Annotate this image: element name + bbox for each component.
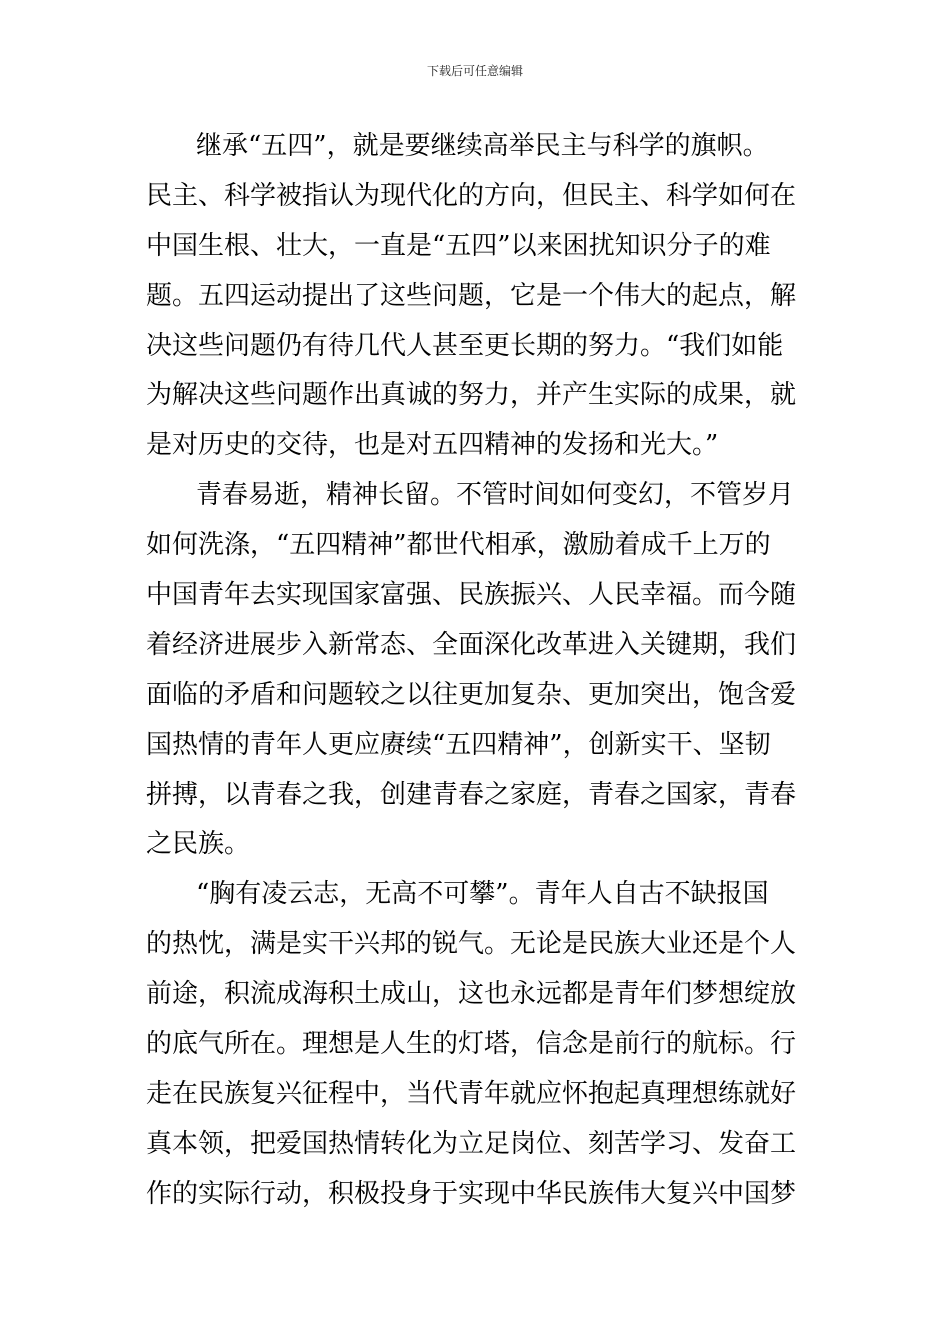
paragraph-3-line-4: 的底气所在。理想是人生的灯塔，信念是前行的航标。行 (146, 1029, 797, 1060)
document-body (146, 122, 808, 1220)
paragraph-3-line-2: 的热忱，满是实干兴邦的锐气。无论是民族大业还是个人 (146, 929, 797, 960)
paragraph-2-line-3: 中国青年去实现国家富强、民族振兴、人民幸福。而今随 (146, 580, 797, 611)
paragraph-1-line-2: 民主、科学被指认为现代化的方向，但民主、科学如何在 (146, 180, 797, 211)
paragraph-1-line-1: 继承“五四”，就是要继续高举民主与科学的旗帜。 (196, 131, 769, 161)
paragraph-2-line-4: 着经济进展步入新常态、全面深化改革进入关键期，我们 (146, 629, 797, 660)
paragraph-1-line-5: 决这些问题仍有待几代人甚至更长期的努力。“我们如能 (146, 330, 784, 361)
paragraph-3-line-6: 真本领，把爱国热情转化为立足岗位、刻苦学习、发奋工 (146, 1128, 797, 1159)
paragraph-1-line-7: 是对历史的交待，也是对五四精神的发扬和光大。” (146, 430, 719, 461)
paragraph-2-line-2: 如何洗涤，“五四精神”都世代相承，激励着成千上万的 (146, 530, 771, 561)
page-header: 下载后可任意编辑 (426, 64, 523, 78)
paragraph-1-line-3: 中国生根、壮大，一直是“五四”以来困扰知识分子的难 (146, 230, 771, 261)
paragraph-3-line-1: “胸有凌云志，无高不可攀”。青年人自古不缺报国 (196, 879, 769, 910)
paragraph-2-line-1: 青春易逝，精神长留。不管时间如何变幻，不管岁月 (196, 480, 795, 511)
paragraph-3-line-7: 作的实际行动，积极投身于实现中华民族伟大复兴中国梦 (146, 1178, 797, 1209)
paragraph-1-line-6: 为解决这些问题作出真诚的努力，并产生实际的成果，就 (146, 380, 797, 411)
paragraph-2-line-8: 之民族。 (146, 829, 251, 860)
paragraph-2-line-6: 国热情的青年人更应赓续“五四精神”，创新实干、坚韧 (146, 729, 771, 760)
paragraph-1-line-4: 题。五四运动提出了这些问题，它是一个伟大的起点，解 (146, 280, 797, 311)
paragraph-3-line-5: 走在民族复兴征程中，当代青年就应怀抱起真理想练就好 (146, 1078, 797, 1109)
paragraph-2-line-7: 拼搏，以青春之我，创建青春之家庭，青春之国家，青春 (146, 779, 797, 810)
paragraph-2-line-5: 面临的矛盾和问题较之以往更加复杂、更加突出，饱含爱 (146, 679, 797, 710)
paragraph-3-line-3: 前途，积流成海积土成山，这也永远都是青年们梦想绽放 (146, 979, 797, 1010)
